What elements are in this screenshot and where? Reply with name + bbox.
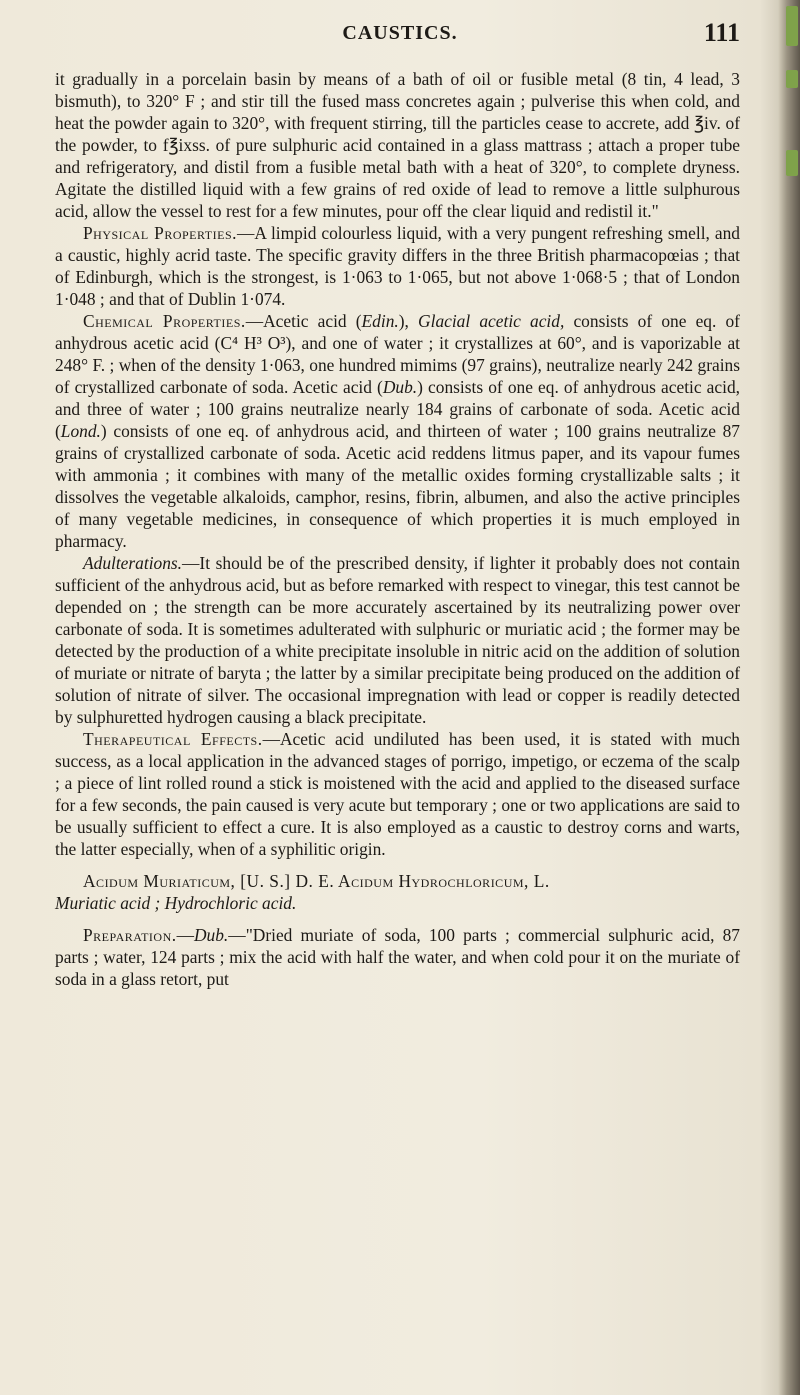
- text-run: —: [176, 925, 194, 945]
- section-heading: Therapeutical Effects.: [83, 729, 263, 749]
- text-run: ),: [398, 311, 419, 331]
- page-header: [60, 18, 740, 50]
- edge-tab: [786, 150, 798, 176]
- text-run: Dub.: [382, 377, 418, 397]
- paragraph-therapeutical-effects: [55, 728, 740, 860]
- text-run: Lond.: [60, 421, 101, 441]
- text-run: Dub.: [193, 925, 229, 945]
- entry-subtitle: Muriatic acid ; Hydrochloric acid.: [55, 893, 297, 913]
- page-number: 111: [703, 18, 740, 47]
- text-run: Glacial acetic acid,: [418, 311, 565, 331]
- body-text: [55, 68, 740, 990]
- paragraph-physical-properties: [55, 222, 740, 310]
- section-heading: Physical Properties.: [83, 223, 237, 243]
- text-run: consists of one eq. of anhydrous acetic acid (C⁴ H³ O³), and one of water ; it crystallizes at 60°, and is vaporizable at 248° F. ; when of the density 1·063, one hundred mimims (97 grains), neutralize nearly 242 grains of crystallized carbonate of soda. Acetic acid (: [55, 311, 740, 397]
- entry-title-text: Acidum Muriaticum, [U. S.] D. E. Acidum Hydrochloricum, L.: [83, 871, 550, 891]
- paragraph-text: —A limpid colourless liquid, with a very pungent refreshing smell, and a caustic, highly acrid taste. The specific gravity differs in the three British pharmacopœias ; that of Edinburgh, which is the strongest, is 1·063 to 1·065, but not above 1·068·5 ; that of London 1·048 ; and that of Dublin 1·074.: [55, 223, 740, 309]
- paragraph-text: —"Dried muriate of soda, 100 parts ; commercial sulphuric acid, 87 parts ; water, 124 parts ; mix the acid with half the water, and when cold pour it on the muriate of soda in a glass retort, put: [55, 925, 740, 989]
- edge-tab: [786, 6, 798, 46]
- section-heading: Chemical Properties.: [83, 311, 246, 331]
- text-run: Edin.: [361, 311, 399, 331]
- running-head: CAUSTICS.: [342, 22, 458, 44]
- section-heading: Preparation.: [83, 925, 177, 945]
- paragraph-preparation: [55, 924, 740, 990]
- text-run: ) consists of one eq. of anhydrous acetic acid, and three of water ; 100 grains neutralize nearly 184 grains of carbonate of soda. Acetic acid (: [55, 377, 740, 441]
- text-run: ) consists of one eq. of anhydrous acid, and thirteen of water ; 100 grains neutralize 87 grains of crystallized carbonate of soda. Acetic acid reddens litmus paper, and its vapour fumes with ammonia ; it combines with many of the metallic oxides forming crystallizable salts ; it dissolves the vegetable alkaloids, camphor, resins, fibrin, albumen, and also the active principles of many vegetable medicines, in consequence of which properties it is much employed in pharmacy.: [55, 421, 740, 551]
- paragraph-adulterations: [55, 552, 740, 728]
- paragraph-text: —It should be of the prescribed density, if lighter it probably does not contain sufficient of the anhydrous acid, but as before remarked with respect to vinegar, this test cannot be depended on ; the strength can be more accurately ascertained by its neutralizing power over carbonate of soda. It is sometimes adulterated with sulphuric or muriatic acid ; the former may be detected by the production of a white precipitate insoluble in nitric acid on the addition of solution of muriate or nitrate of baryta ; the latter by a similar precipitate being produced on the addition of solution of nitrate of silver. The occasional impregnation with lead or copper is readily detected by sulphuretted hydrogen causing a black precipitate.: [55, 553, 740, 727]
- paragraph-text: —Acetic acid undiluted has been used, it is stated with much success, as a local application in the advanced stages of porrigo, impetigo, or eczema of the scalp ; a piece of lint rolled round a stick is moistened with the acid and applied to the diseased surface for a few seconds, the pain caused is very acute but temporary ; one or two applications are said to be usually sufficient to effect a cure. It is also employed as a caustic to destroy corns and warts, the latter especially, when of a syphilitic origin.: [55, 729, 740, 859]
- paragraph-continuation: it gradually in a porcelain basin by means of a bath of oil or fusible metal (8 tin, 4 lead, 3 bismuth), to 320° F ; and stir till the fused mass concretes again ; pulverise this when cold, and heat the powder again to 320°, with frequent stirring, till the particles cease to accrete, add ℥iv. of the powder, to f℥ixss. of pure sulphuric acid contained in a glass mattrass ; attach a proper tube and refrigeratory, and distil from a fusible metal bath with a heat of 320°, to complete dryness. Agitate the distilled liquid with a few grains of red oxide of lead to remove a little sulphurous acid, allow the vessel to rest for a few minutes, pour off the clear liquid and redistil it.": [55, 69, 740, 221]
- page-edge: [778, 0, 800, 1395]
- entry-title: [55, 870, 740, 914]
- text-run: —Acetic acid (: [245, 311, 362, 331]
- edge-tab: [786, 70, 798, 88]
- section-heading: Adulterations.: [83, 553, 183, 573]
- paragraph-chemical-properties: [55, 310, 740, 552]
